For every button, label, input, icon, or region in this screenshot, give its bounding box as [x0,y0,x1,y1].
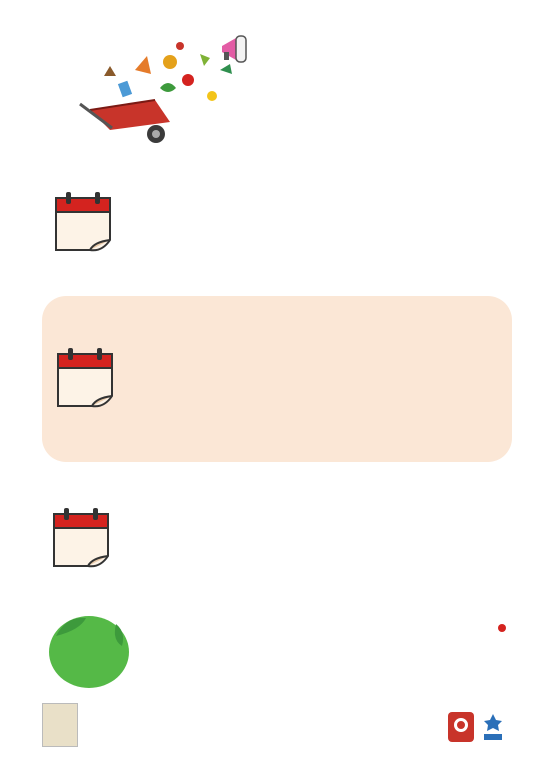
megaphone-icon [218,32,252,66]
calendar-page-icon [50,188,116,254]
subtitle [251,70,390,89]
page-header [60,10,490,160]
club-nature-logo-badge [46,606,132,692]
partner-logo-1 [448,712,474,742]
footer [84,702,524,706]
event-2-body [118,330,506,338]
partner-logo-1-mark [454,718,468,732]
gardening-illustration [60,30,240,150]
partner-logo-2 [482,712,504,742]
club-nature-logo [46,606,132,692]
footer-logo [42,703,78,747]
event-3-body [118,494,506,500]
partner-logo-2-mark [482,712,504,742]
cpn-dot [498,624,506,632]
calendar-icon-event-2 [52,344,118,410]
subtitle-line-1 [251,70,390,89]
calendar-icon-event-1 [50,188,116,254]
calendar-page-icon [52,344,118,410]
calendar-page-icon [48,504,114,570]
calendar-icon-event-3 [48,504,114,570]
subtitle-line-2 [251,70,390,89]
spiral-binding [0,0,34,765]
cpn-logo [418,630,488,690]
